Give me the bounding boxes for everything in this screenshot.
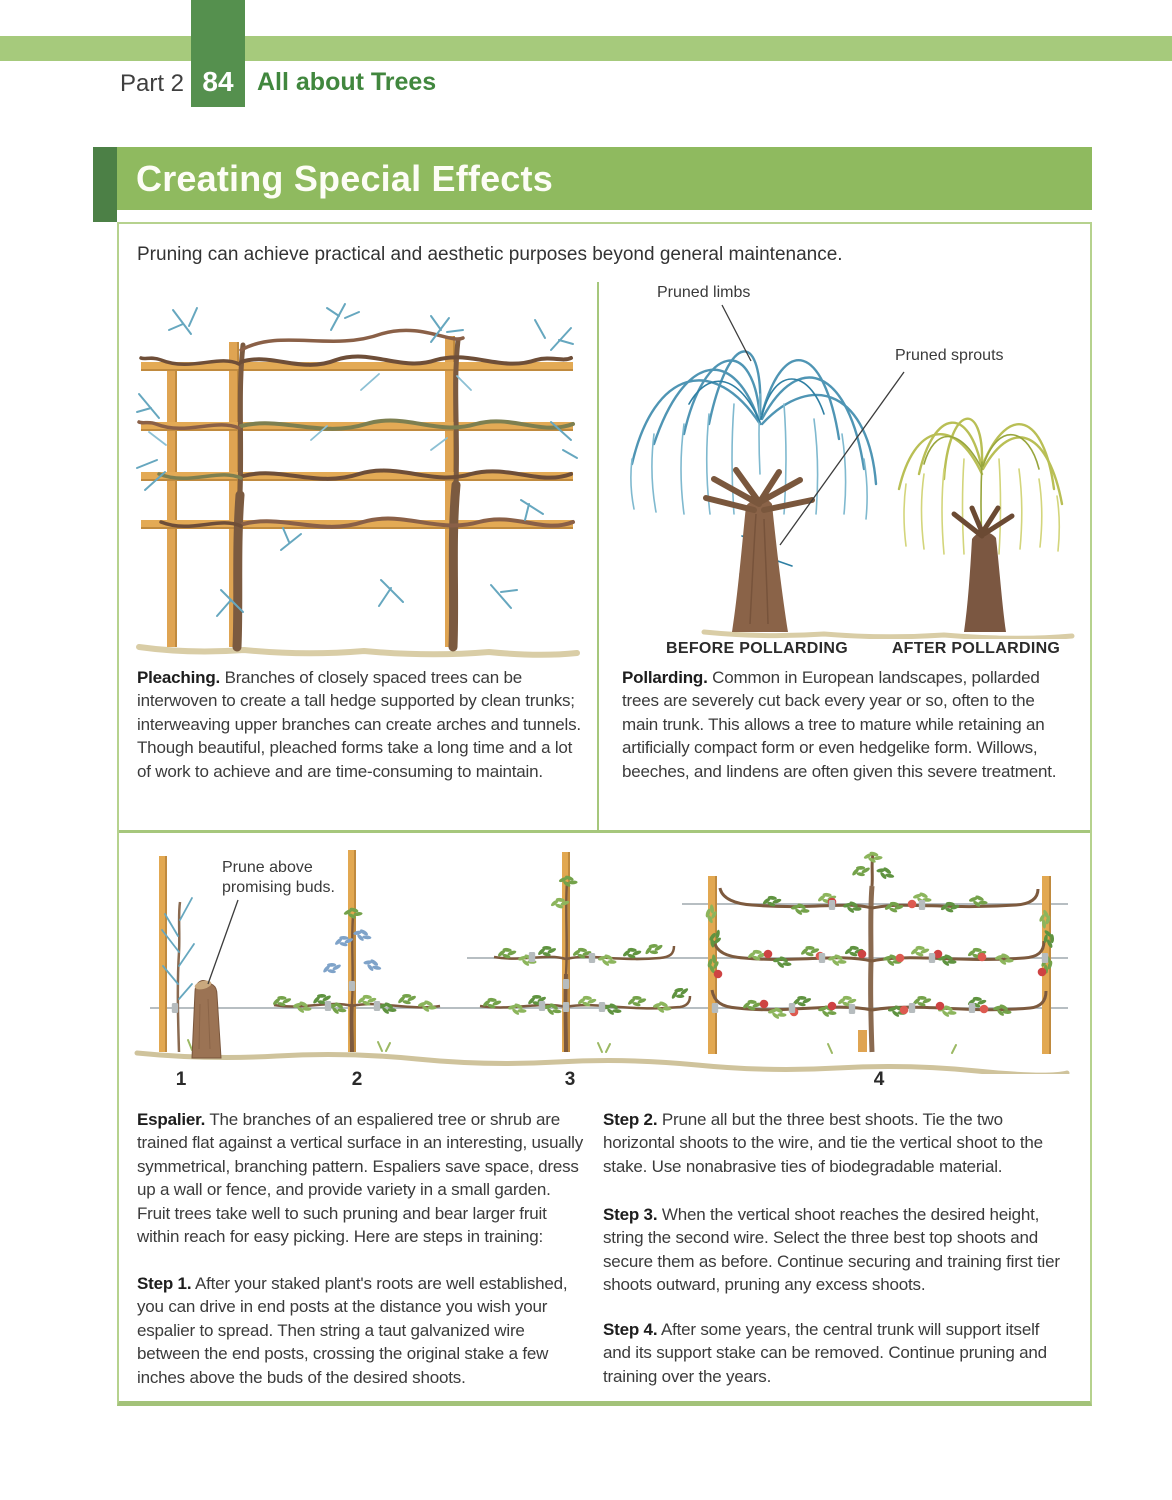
intro-text: Pruning can achieve practical and aesthetic purposes beyond general maintenance.	[137, 244, 843, 265]
section-title: Creating Special Effects	[136, 157, 553, 199]
page-number: 84	[202, 66, 234, 97]
section-divider	[119, 830, 1090, 833]
espalier-paragraph: Espalier. The branches of an espaliered tree or shrub are trained flat against a vertical surface in an interesting, usually symmetrical, branching pattern. Espaliers save space, dress up a wall or fence, and provide variety in a small garden. Fruit trees take well to such pruning and bear larger fruit within reach for easy picking. Here are steps in training:	[137, 1110, 584, 1247]
page-number-tab	[191, 0, 245, 107]
stage-number-2: 2	[351, 1069, 363, 1090]
stage-number-4: 4	[873, 1069, 885, 1090]
pollarding-caption: Pollarding. Common in European landscapes, pollarded trees are severely cut back every year or so, often to the main trunk. This allows a tree to mature while retaining an artificially compact form or even hedgelike form. Willows, beeches, and lindens are often given this severe treatment.	[622, 668, 1057, 781]
chapter-title: All about Trees	[257, 68, 437, 96]
content-box	[117, 222, 1092, 1406]
label-pruned-sprouts: Pruned sprouts	[895, 347, 1004, 364]
stage-number-3: 3	[564, 1069, 576, 1090]
banner-accent-square	[93, 147, 117, 222]
pollarding-illustration	[614, 274, 1082, 639]
caption-before-pollarding: BEFORE POLLARDING	[666, 640, 848, 657]
step-4-paragraph: Step 4. After some years, the central trunk will support itself and its support stake can be removed. Continue pruning and training over the years.	[603, 1320, 1047, 1386]
stage-number-1: 1	[175, 1069, 187, 1090]
step-1-paragraph: Step 1. After your staked plant's roots are well established, you can drive in end posts at the distance you wish your espalier to spread. Then string a taut galvanized wire between the end posts, crossing the original stake a few inches above the buds of the desired shoots.	[137, 1274, 568, 1387]
step-2-paragraph: Step 2. Prune all but the three best shoots. Tie the two horizontal shoots to the wire, and tie the vertical shoot to the stake. Use nonabrasive ties of biodegradable material.	[603, 1110, 1043, 1176]
label-pruned-limbs: Pruned limbs	[657, 284, 751, 301]
step-3-paragraph: Step 3. When the vertical shoot reaches the desired height, string the second wire. Select the three best top shoots and secure them as before. Continue securing and training first tier shoots outward, pruning any excess shoots.	[603, 1205, 1060, 1295]
caption-after-pollarding: AFTER POLLARDING	[891, 640, 1061, 657]
part-label: Part 2	[120, 70, 185, 97]
pleaching-caption: Pleaching. Branches of closely spaced trees can be interwoven to create a tall hedge supported by clean trunks; interweaving upper branches can create arches and tunnels. Though beautiful, pleached forms take a long time and a lot of work to achieve and are time-consuming to maintain.	[137, 668, 581, 781]
column-divider	[597, 282, 599, 831]
pleaching-illustration	[131, 290, 583, 668]
section-banner	[117, 147, 1092, 210]
top-green-bar	[0, 36, 1172, 61]
label-prune-above-buds: Prune above promising buds.	[222, 859, 335, 896]
